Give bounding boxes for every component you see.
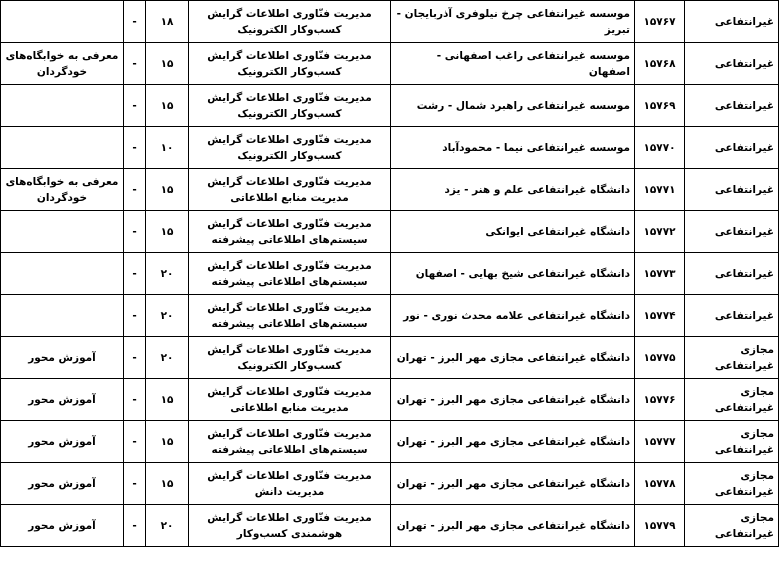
institution-cell: موسسه غیرانتفاعی نیما - محمودآباد	[391, 127, 635, 169]
program-code-cell: ۱۵۷۷۲	[635, 211, 685, 253]
dash-cell: -	[124, 43, 146, 85]
program-type-cell: غیرانتفاعی	[685, 169, 779, 211]
dash-cell: -	[124, 211, 146, 253]
program-code-cell: ۱۵۷۶۸	[635, 43, 685, 85]
note-cell: آموزش محور	[1, 421, 124, 463]
institution-cell: دانشگاه غیرانتفاعی علامه محدث نوری - نور	[391, 295, 635, 337]
program-type-cell: مجازی غیرانتفاعی	[685, 379, 779, 421]
program-type-cell: مجازی غیرانتفاعی	[685, 505, 779, 547]
dash-cell: -	[124, 169, 146, 211]
note-cell: آموزش محور	[1, 337, 124, 379]
dash-cell: -	[124, 379, 146, 421]
major-cell: مدیریت فنّاوری اطلاعات گرایش مدیریت منابع اطلاعاتی	[189, 379, 391, 421]
dash-cell: -	[124, 295, 146, 337]
major-cell: مدیریت فنّاوری اطلاعات گرایش مدیریت منابع اطلاعاتی	[189, 169, 391, 211]
program-type-cell: غیرانتفاعی	[685, 1, 779, 43]
table-row	[1, 85, 779, 127]
dash-cell: -	[124, 337, 146, 379]
capacity-cell: ۱۵	[146, 85, 189, 127]
institution-cell: موسسه غیرانتفاعی چرخ نیلوفری آذربایجان - تبریز	[391, 1, 635, 43]
institution-cell: دانشگاه غیرانتفاعی شیخ بهایی - اصفهان	[391, 253, 635, 295]
note-cell	[1, 211, 124, 253]
major-cell: مدیریت فنّاوری اطلاعات گرایش کسب‌وکار الکترونیک	[189, 85, 391, 127]
table-row	[1, 337, 779, 379]
capacity-cell: ۲۰	[146, 337, 189, 379]
table-row	[1, 295, 779, 337]
dash-cell: -	[124, 505, 146, 547]
program-type-cell: غیرانتفاعی	[685, 211, 779, 253]
note-cell: آموزش محور	[1, 505, 124, 547]
capacity-cell: ۱۵	[146, 421, 189, 463]
table-row	[1, 505, 779, 547]
capacity-cell: ۱۵	[146, 379, 189, 421]
note-cell: معرفی به خوابگاه‌های خودگردان	[1, 169, 124, 211]
table-row	[1, 1, 779, 43]
dash-cell: -	[124, 127, 146, 169]
dash-cell: -	[124, 421, 146, 463]
major-cell: مدیریت فنّاوری اطلاعات گرایش سیستم‌های اطلاعاتی پیشرفته	[189, 421, 391, 463]
program-type-cell: غیرانتفاعی	[685, 253, 779, 295]
dash-cell: -	[124, 463, 146, 505]
capacity-cell: ۱۸	[146, 1, 189, 43]
major-cell: مدیریت فنّاوری اطلاعات گرایش کسب‌وکار الکترونیک	[189, 43, 391, 85]
major-cell: مدیریت فنّاوری اطلاعات گرایش سیستم‌های اطلاعاتی پیشرفته	[189, 253, 391, 295]
institution-cell: موسسه غیرانتفاعی راغب اصفهانی - اصفهان	[391, 43, 635, 85]
program-code-cell: ۱۵۷۷۴	[635, 295, 685, 337]
major-cell: مدیریت فنّاوری اطلاعات گرایش کسب‌وکار الکترونیک	[189, 337, 391, 379]
institution-cell: دانشگاه غیرانتفاعی مجازی مهر البرز - تهران	[391, 379, 635, 421]
table-row	[1, 43, 779, 85]
table-row	[1, 211, 779, 253]
institution-cell: دانشگاه غیرانتفاعی ایوانکی	[391, 211, 635, 253]
program-type-cell: غیرانتفاعی	[685, 85, 779, 127]
dash-cell: -	[124, 253, 146, 295]
program-code-cell: ۱۵۷۷۷	[635, 421, 685, 463]
program-table-body	[1, 1, 779, 547]
capacity-cell: ۱۵	[146, 43, 189, 85]
program-code-cell: ۱۵۷۶۷	[635, 1, 685, 43]
capacity-cell: ۲۰	[146, 505, 189, 547]
table-row	[1, 169, 779, 211]
note-cell: آموزش محور	[1, 379, 124, 421]
table-row	[1, 421, 779, 463]
program-code-cell: ۱۵۷۷۳	[635, 253, 685, 295]
dash-cell: -	[124, 85, 146, 127]
table-row	[1, 127, 779, 169]
institution-cell: دانشگاه غیرانتفاعی مجازی مهر البرز - تهران	[391, 463, 635, 505]
major-cell: مدیریت فنّاوری اطلاعات گرایش هوشمندی کسب‌وکار	[189, 505, 391, 547]
program-code-cell: ۱۵۷۷۸	[635, 463, 685, 505]
program-code-cell: ۱۵۷۷۱	[635, 169, 685, 211]
capacity-cell: ۲۰	[146, 295, 189, 337]
institution-cell: دانشگاه غیرانتفاعی علم و هنر - یزد	[391, 169, 635, 211]
program-type-cell: مجازی غیرانتفاعی	[685, 337, 779, 379]
table-row	[1, 379, 779, 421]
major-cell: مدیریت فنّاوری اطلاعات گرایش سیستم‌های اطلاعاتی پیشرفته	[189, 295, 391, 337]
dash-cell: -	[124, 1, 146, 43]
program-type-cell: غیرانتفاعی	[685, 127, 779, 169]
program-code-cell: ۱۵۷۷۹	[635, 505, 685, 547]
table-row	[1, 463, 779, 505]
capacity-cell: ۱۵	[146, 463, 189, 505]
institution-cell: دانشگاه غیرانتفاعی مجازی مهر البرز - تهران	[391, 421, 635, 463]
major-cell: مدیریت فنّاوری اطلاعات گرایش مدیریت دانش	[189, 463, 391, 505]
capacity-cell: ۲۰	[146, 253, 189, 295]
note-cell	[1, 253, 124, 295]
note-cell	[1, 295, 124, 337]
note-cell: معرفی به خوابگاه‌های خودگردان	[1, 43, 124, 85]
capacity-cell: ۱۵	[146, 211, 189, 253]
program-type-cell: مجازی غیرانتفاعی	[685, 421, 779, 463]
major-cell: مدیریت فنّاوری اطلاعات گرایش کسب‌وکار الکترونیک	[189, 127, 391, 169]
institution-cell: دانشگاه غیرانتفاعی مجازی مهر البرز - تهران	[391, 337, 635, 379]
program-type-cell: مجازی غیرانتفاعی	[685, 463, 779, 505]
major-cell: مدیریت فنّاوری اطلاعات گرایش سیستم‌های اطلاعاتی پیشرفته	[189, 211, 391, 253]
capacity-cell: ۱۵	[146, 169, 189, 211]
note-cell	[1, 127, 124, 169]
program-code-cell: ۱۵۷۷۰	[635, 127, 685, 169]
program-type-cell: غیرانتفاعی	[685, 295, 779, 337]
program-code-cell: ۱۵۷۷۵	[635, 337, 685, 379]
major-cell: مدیریت فنّاوری اطلاعات گرایش کسب‌وکار الکترونیک	[189, 1, 391, 43]
institution-cell: دانشگاه غیرانتفاعی مجازی مهر البرز - تهران	[391, 505, 635, 547]
program-code-cell: ۱۵۷۷۶	[635, 379, 685, 421]
table-row	[1, 253, 779, 295]
program-code-cell: ۱۵۷۶۹	[635, 85, 685, 127]
note-cell: آموزش محور	[1, 463, 124, 505]
capacity-cell: ۱۰	[146, 127, 189, 169]
note-cell	[1, 85, 124, 127]
note-cell	[1, 1, 124, 43]
program-type-cell: غیرانتفاعی	[685, 43, 779, 85]
institution-cell: موسسه غیرانتفاعی راهبرد شمال - رشت	[391, 85, 635, 127]
